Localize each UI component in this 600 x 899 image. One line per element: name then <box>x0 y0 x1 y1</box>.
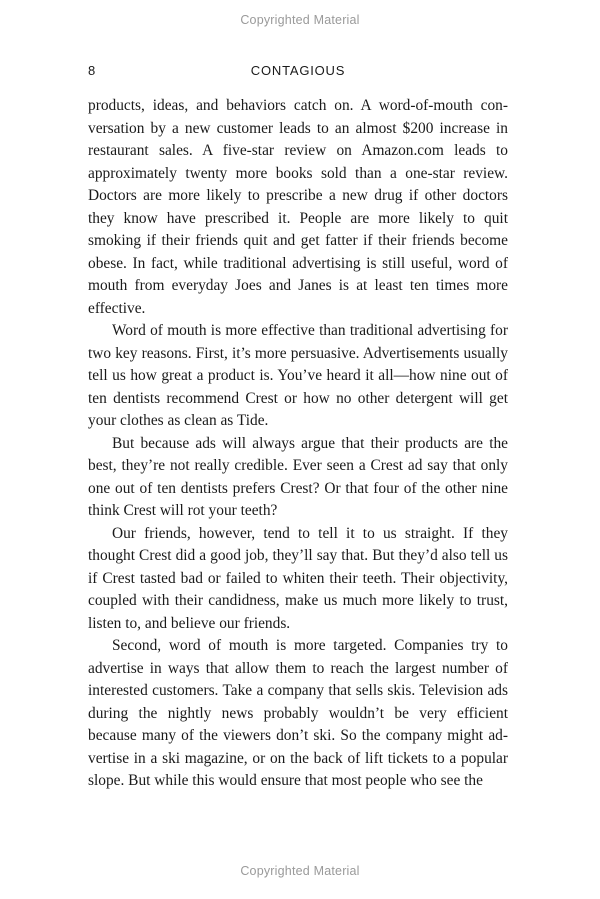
book-title: CONTAGIOUS <box>250 63 346 78</box>
paragraph-1: products, ideas, and behaviors catch on. A word-of-mouth conversation by a new customer leads to an almost $200 increase in restaurant sales. A five-star review on Amazon.com leads to approximately twenty more books sold than a one-star review. Doctors are more likely to prescribe a new drug if other doctors they know have prescribed it. People are more likely to quit smoking if their friends quit and get fatter if their friends become obese. In fact, while traditional advertising is still useful, word of mouth from everyday Joes and Janes is at least ten times more effective. <box>88 97 508 317</box>
paragraph-5: Second, word of mouth is more targeted. Companies try to advertise in ways that allow them to reach the largest number of interested customers. Take a company that sells skis. Television ads during the nightly news probably wouldn’t be very efficient because many of the viewers don’t ski. So the company might advertise in a ski magazine, or on the back of lift tickets to a popular slope. But while this would ensure that most people who see the <box>88 637 508 789</box>
paragraph-3: But because ads will always argue that their products are the best, they’re not really credible. Ever seen a Crest ad say that only one out of ten dentists prefers Crest? Or that four of the other nine think Crest will rot your teeth? <box>88 434 508 519</box>
running-head <box>88 63 508 81</box>
body-text <box>88 95 508 793</box>
page-number: 8 <box>88 63 96 78</box>
paragraph-4: Our friends, however, tend to tell it to us straight. If they thought Crest did a good job, they’ll say that. But they’d also tell us if Crest tasted bad or failed to whiten their teeth. Their objectivity, coupled with their candidness, make us much more likely to trust, listen to, and believe our friends. <box>88 524 508 632</box>
copyright-watermark-top: Copyrighted Material <box>240 13 360 27</box>
copyright-watermark-bottom: Copyrighted Material <box>240 864 360 878</box>
paragraph-2: Word of mouth is more effective than traditional advertising for two key reasons. First, it’s more persuasive. Advertisements usually tell us how great a product is. You’ve heard it all—how nine out of ten dentists recommend Crest or how no other detergent will get your clothes as clean as Tide. <box>88 322 508 429</box>
